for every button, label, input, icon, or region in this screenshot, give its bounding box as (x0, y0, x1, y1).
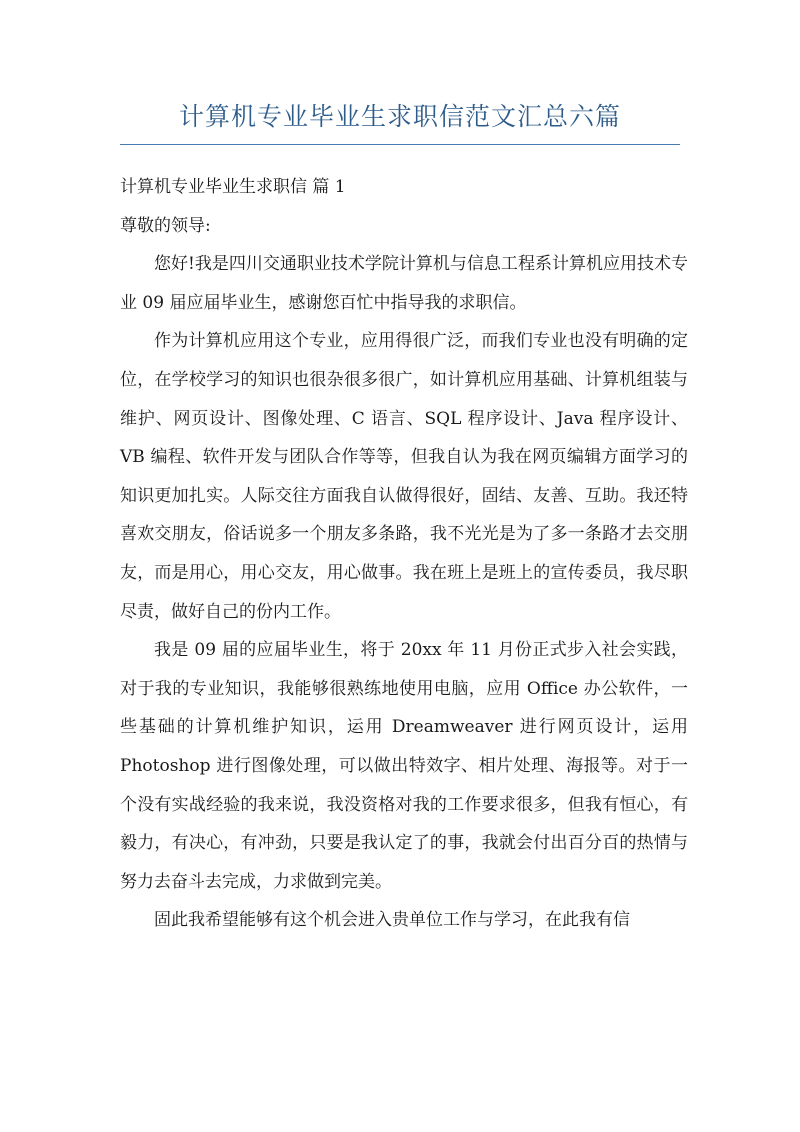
salutation: 尊敬的领导: (120, 215, 211, 236)
title-divider (120, 144, 680, 145)
body-paragraph: 我是 09 届的应届毕业生，将于 20xx 年 11 月份正式步入社会实践，对于我的专业知识，我能够很熟练地使用电脑，应用 Office 办公软件，一些基础的计算机维护知识，运用 Dreamweaver 进行网页设计，运用 Photoshop 进行图像处理，可以做出特效字、相片处理、海报等。对于一个没有实战经验的我来说，我没资格对我的工作要求很多，但我有恒心，有毅力，有决心，有冲劲，只要是我认定了的事，我就会付出百分百的热情与努力去奋斗去完成，力求做到完美。 (120, 640, 688, 892)
body-paragraph: 固此我希望能够有这个机会进入贵单位工作与学习，在此我有信 (154, 910, 630, 931)
document-body (120, 168, 688, 940)
section-heading: 计算机专业毕业生求职信 篇 1 (120, 177, 346, 197)
body-paragraph: 作为计算机应用这个专业，应用得很广泛，而我们专业也没有明确的定位，在学校学习的知识也很杂很多很广，如计算机应用基础、计算机组装与维护、网页设计、图像处理、C 语言、SQL 程序设计、Java 程序设计、VB 编程、软件开发与团队合作等等，但我自认为我在网页编辑方面学习的知识更加扎实。人际交往方面我自认做得很好，固结、友善、互助。我还特喜欢交朋友，俗话说多一个朋友多条路，我不光光是为了多一条路才去交朋友，而是用心，用心交友，用心做事。我在班上是班上的宣传委员，我尽职尽责，做好自己的份内工作。 (120, 331, 688, 622)
body-paragraph: 您好!我是四川交通职业技术学院计算机与信息工程系计算机应用技术专业 09 届应届毕业生，感谢您百忙中指导我的求职信。 (120, 254, 688, 313)
document-title: 计算机专业毕业生求职信范文汇总六篇 (178, 102, 621, 131)
